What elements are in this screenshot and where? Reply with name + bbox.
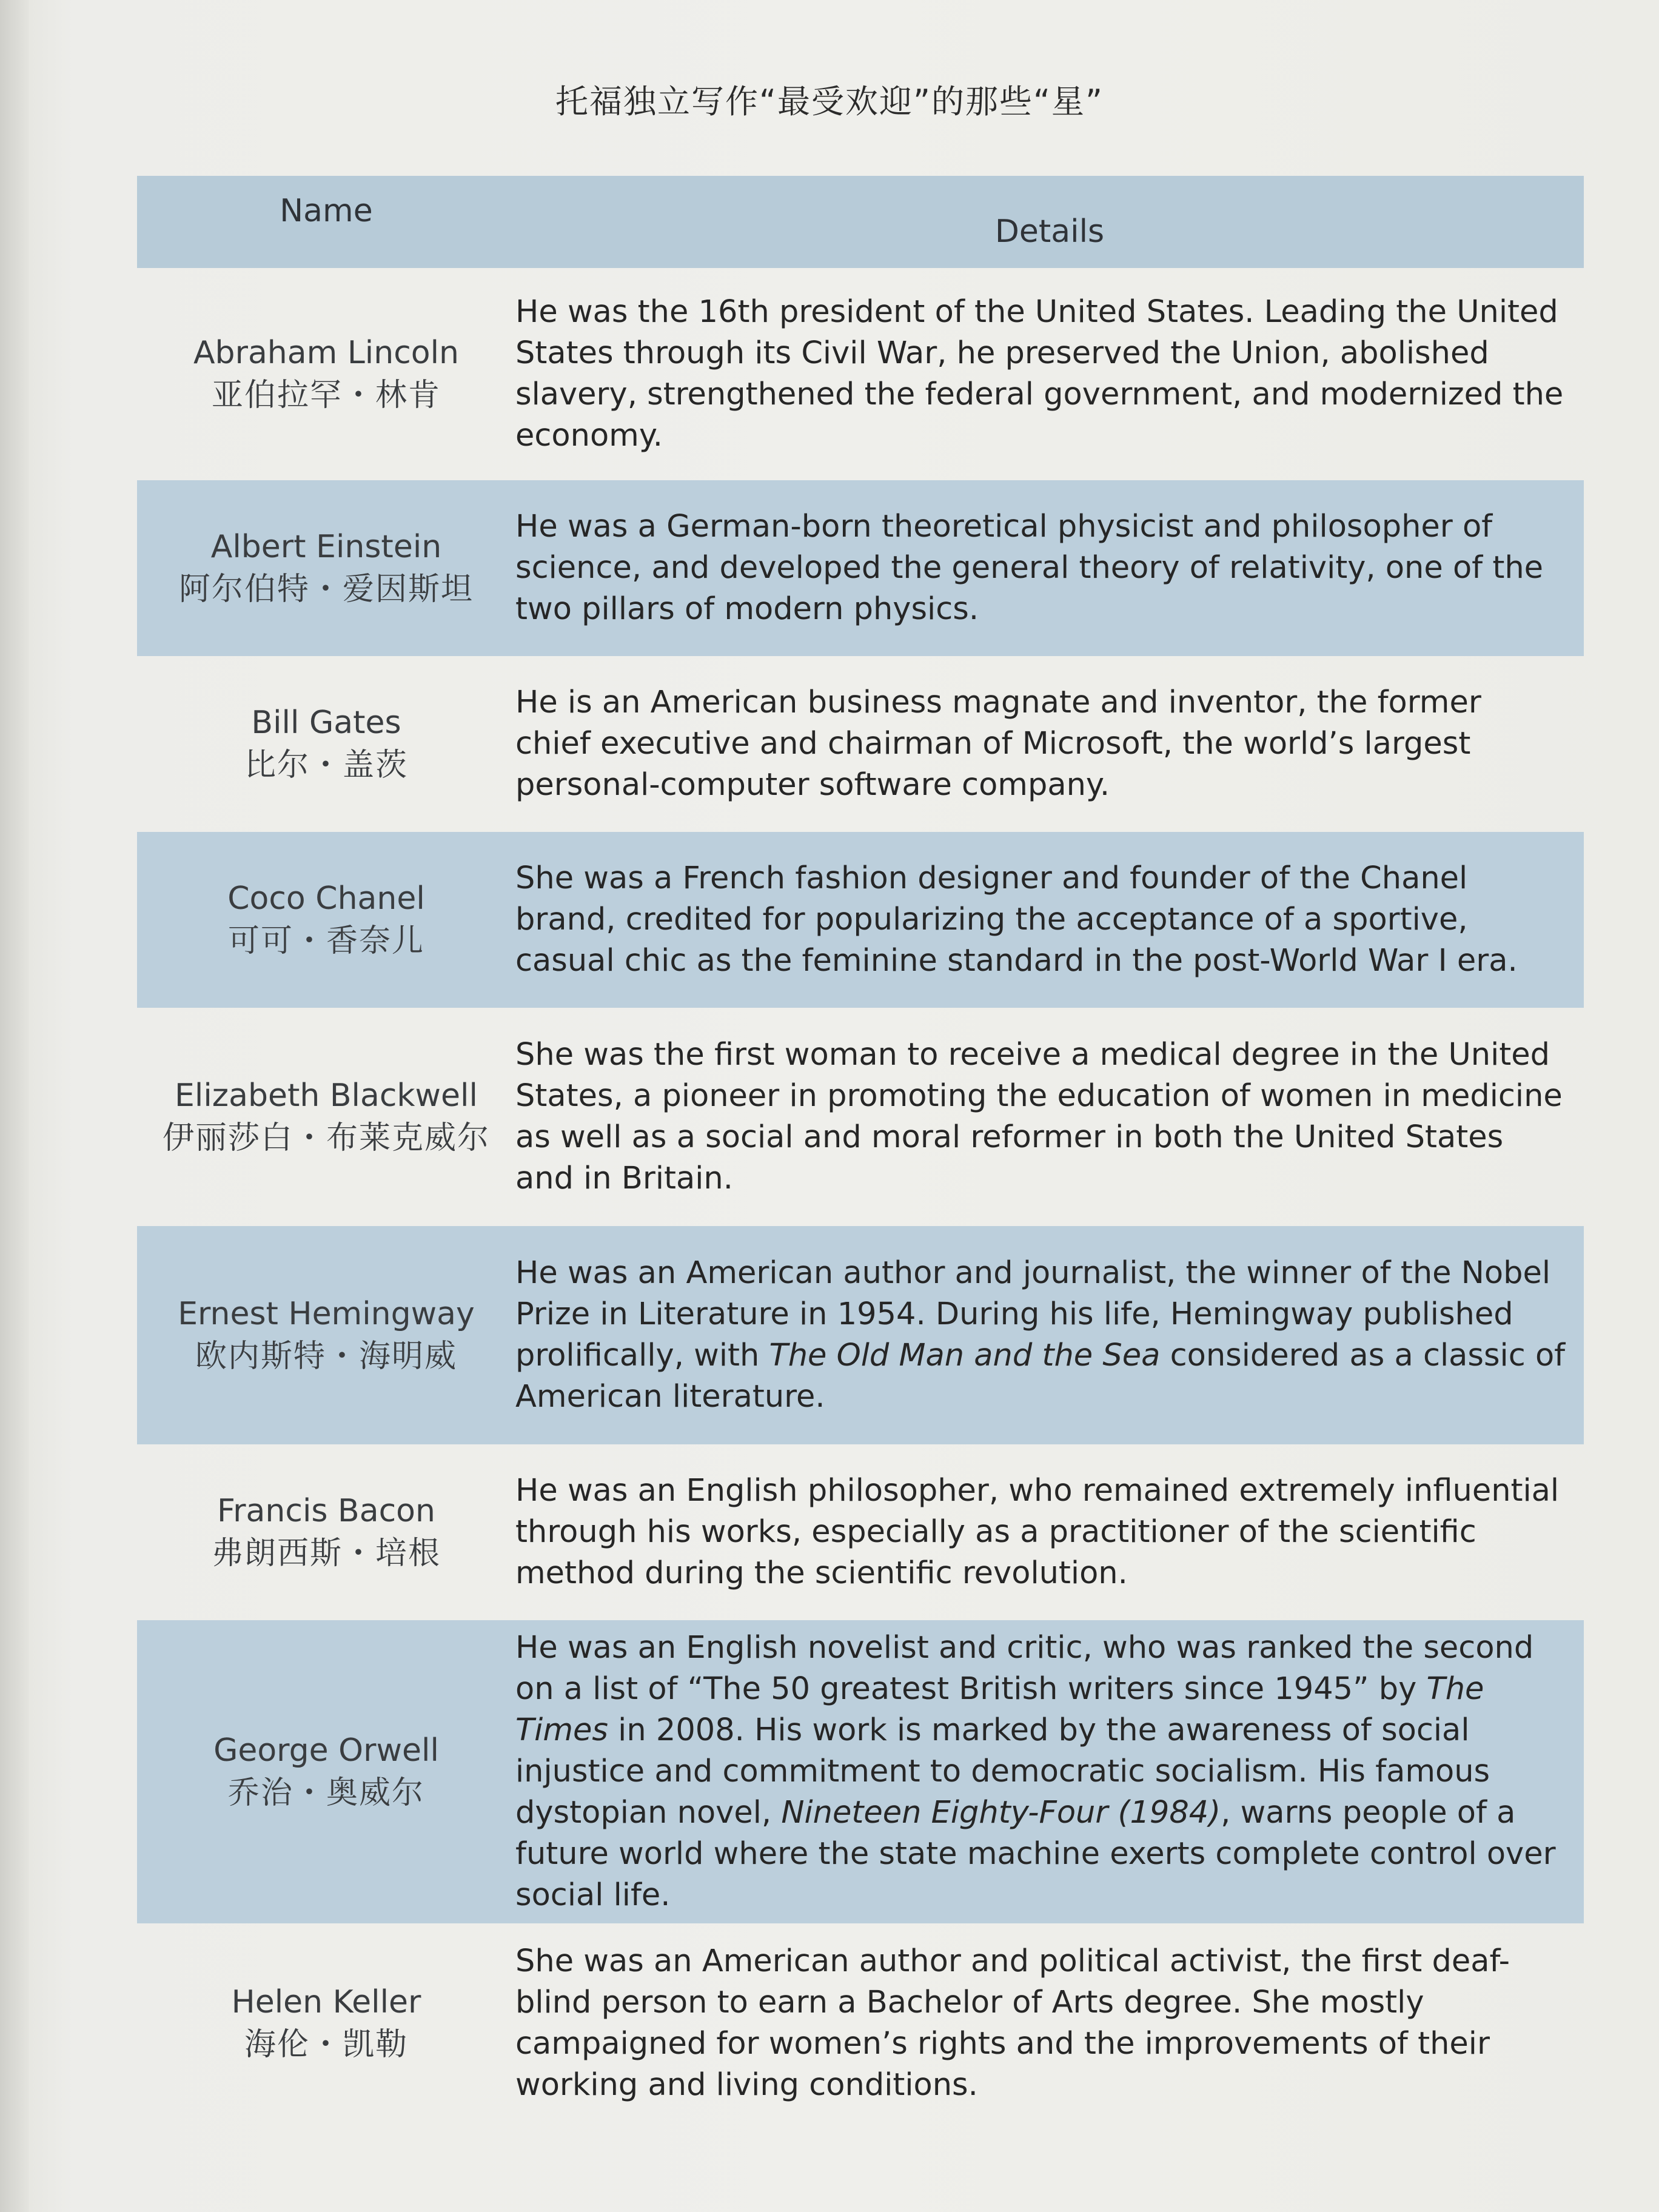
details-text: , warns people of a future world where the state machine exerts complete control over social life. (515, 1795, 1556, 1913)
name-chinese: 亚伯拉罕・林肯 (211, 377, 441, 414)
name-english: Coco Chanel (227, 880, 425, 917)
page-gutter (0, 0, 29, 2212)
person-details: She was the first woman to receive a medical degree in the United States, a pioneer in promoting the education of women in medicine as well as a social and moral reformer in both the United States and in Britain. (515, 1037, 1563, 1196)
details-text: considered as a classic of American literature. (515, 1338, 1566, 1415)
name-chinese: 阿尔伯特・爱因斯坦 (178, 571, 474, 608)
publication-title: The Times (515, 1671, 1484, 1748)
table-row (137, 480, 1584, 656)
name-english: Abraham Lincoln (193, 335, 459, 371)
name-chinese: 伊丽莎白・布莱克威尔 (162, 1120, 490, 1156)
person-details (515, 1253, 1584, 1418)
table-row (137, 268, 1584, 480)
person-details: He was a German-born theoretical physicist and philosopher of science, and developed the general theory of relativity, one of the two pillars of modern physics. (515, 509, 1544, 627)
table-header (137, 176, 1584, 268)
table-row (137, 1008, 1584, 1226)
book-title: Nineteen Eighty-Four (1984) (781, 1795, 1221, 1831)
table-row (137, 832, 1584, 1008)
details-text: He was an English novelist and critic, who was ranked the second on a list of “The 50 greatest British writers since 1945” by (515, 1630, 1534, 1707)
name-english: Ernest Hemingway (178, 1296, 475, 1332)
table-row (137, 1444, 1584, 1620)
table-row (137, 1923, 1584, 2123)
page-title: 托福独立写作“最受欢迎”的那些“星” (555, 82, 1104, 121)
person-details: He was the 16th president of the United States. Leading the United States through its Civil War, he preserved the Union, abolished slavery, strengthened the federal government, and modernized the economy. (515, 294, 1564, 454)
details-text: He was an American author and journalist, the winner of the Nobel Prize in Literature in 1954. During his life, Hemingway published prolifically, with (515, 1255, 1551, 1373)
person-name (137, 332, 515, 417)
name-chinese: 欧内斯特・海明威 (195, 1338, 457, 1375)
name-english: Francis Bacon (217, 1493, 435, 1529)
name-english: Helen Keller (231, 1984, 421, 2020)
person-details: He is an American business magnate and inventor, the former chief executive and chairman of Microsoft, the world’s largest personal-computer software company. (515, 685, 1481, 803)
table-row (137, 1226, 1584, 1444)
name-chinese: 海伦・凯勒 (244, 2026, 408, 2063)
person-details (515, 1627, 1584, 1916)
person-name (137, 1490, 515, 1575)
person-details: He was an English philosopher, who remained extremely influential through his works, especially as a practitioner of the scientific method during the scientific revolution. (515, 1473, 1560, 1591)
person-name (137, 702, 515, 786)
person-details: She was an American author and political activist, the first deaf-blind person to earn a Bachelor of Arts degree. She mostly campaigned for women’s rights and the improvements of their working and living conditions. (515, 1943, 1510, 2103)
name-chinese: 弗朗西斯・培根 (211, 1535, 441, 1572)
person-name (137, 1074, 515, 1159)
person-name (137, 1293, 515, 1378)
person-name (137, 1981, 515, 2066)
name-chinese: 乔治・奥威尔 (227, 1775, 424, 1811)
book-title: The Old Man and the Sea (769, 1338, 1161, 1373)
name-english: Albert Einstein (210, 529, 442, 565)
table-row (137, 656, 1584, 832)
name-chinese: 比尔・盖茨 (244, 747, 408, 783)
header-details: Details (994, 213, 1105, 250)
people-table (137, 176, 1584, 2123)
person-name (137, 526, 515, 611)
table-row (137, 1620, 1584, 1923)
header-name: Name (280, 193, 373, 229)
person-details: She was a French fashion designer and founder of the Chanel brand, credited for popularizing the acceptance of a sportive, casual chic as the feminine standard in the post-World War I era. (515, 860, 1518, 979)
name-english: Bill Gates (251, 705, 401, 741)
person-name (137, 877, 515, 962)
details-text: in 2008. His work is marked by the awareness of social injustice and commitment to democratic socialism. His famous dystopian novel, (515, 1712, 1490, 1831)
name-english: George Orwell (213, 1732, 439, 1769)
name-english: Elizabeth Blackwell (175, 1078, 478, 1114)
name-chinese: 可可・香奈儿 (227, 923, 424, 959)
person-name (137, 1729, 515, 1814)
